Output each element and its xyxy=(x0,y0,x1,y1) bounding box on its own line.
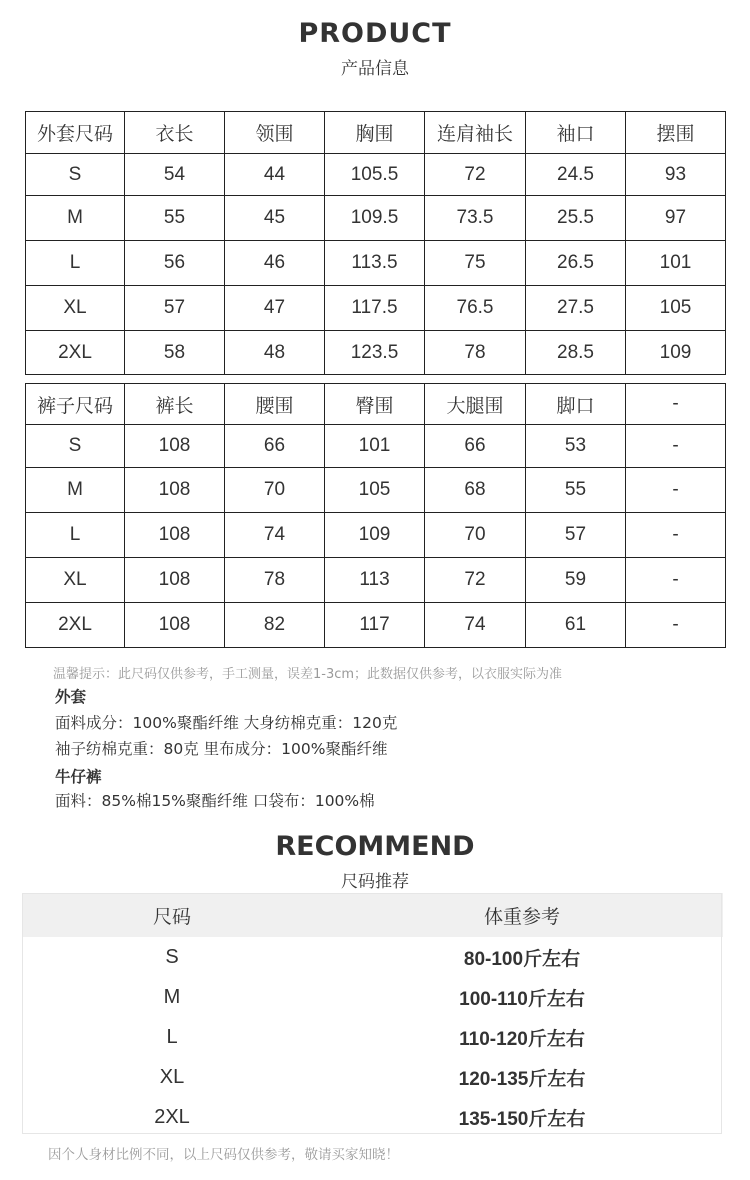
recommend-row xyxy=(23,937,723,977)
table-cell: 72 xyxy=(425,558,526,603)
size-cell: 2XL xyxy=(154,1105,190,1128)
recommend-row xyxy=(23,1017,723,1057)
table-cell: 70 xyxy=(425,513,526,558)
size-cell: M xyxy=(163,985,181,1008)
table-cell: 66 xyxy=(425,425,526,468)
table-cell: M xyxy=(26,468,125,513)
table-cell: 109 xyxy=(626,331,726,375)
table-cell: - xyxy=(626,603,726,648)
size-cell: XL xyxy=(159,1065,185,1088)
table-cell: 73.5 xyxy=(425,196,526,241)
header-cell: 脚口 xyxy=(526,384,626,425)
table-cell: 26.5 xyxy=(526,241,626,286)
product-title-en: PRODUCT xyxy=(298,18,452,49)
table-cell: 2XL xyxy=(26,331,125,375)
table-cell: 108 xyxy=(125,513,225,558)
table-cell: XL xyxy=(26,286,125,331)
table-cell: 54 xyxy=(125,154,225,196)
table-cell: 105 xyxy=(325,468,425,513)
table-cell: M xyxy=(26,196,125,241)
recommend-title-en: RECOMMEND xyxy=(275,831,475,862)
table-cell: 105.5 xyxy=(325,154,425,196)
table-cell: 28.5 xyxy=(526,331,626,375)
table-cell: 101 xyxy=(626,241,726,286)
table-header-row xyxy=(26,112,726,154)
table-cell: 101 xyxy=(325,425,425,468)
table-cell: 66 xyxy=(225,425,325,468)
table-row xyxy=(26,468,726,513)
table-cell: 108 xyxy=(125,558,225,603)
pants-heading: 牛仔裤 xyxy=(55,768,102,786)
table-cell: 57 xyxy=(125,286,225,331)
table-cell: 72 xyxy=(425,154,526,196)
table-cell: 113.5 xyxy=(325,241,425,286)
measurement-tip: 温馨提示：此尺码仅供参考，手工测量，误差1-3cm；此数据仅供参考，以衣服实际为准 xyxy=(53,667,563,682)
header-cell: 外套尺码 xyxy=(26,112,125,154)
table-row xyxy=(26,603,726,648)
table-cell: 57 xyxy=(526,513,626,558)
weight-cell: 135-150斤左右 xyxy=(458,1108,586,1130)
table-cell: 25.5 xyxy=(526,196,626,241)
table-cell: 97 xyxy=(626,196,726,241)
table-cell: 82 xyxy=(225,603,325,648)
table-row xyxy=(26,558,726,603)
table-cell: XL xyxy=(26,558,125,603)
jacket-heading: 外套 xyxy=(55,688,87,706)
table-cell: S xyxy=(26,154,125,196)
table-cell: 61 xyxy=(526,603,626,648)
jacket-sleeve-line: 袖子纺棉克重：80克 里布成分：100%聚酯纤维 xyxy=(55,740,388,758)
table-cell: 117.5 xyxy=(325,286,425,331)
header-cell: 连肩袖长 xyxy=(425,112,526,154)
table-cell: 48 xyxy=(225,331,325,375)
header-cell: 臀围 xyxy=(325,384,425,425)
header-cell: 体重参考 xyxy=(321,893,723,937)
table-row xyxy=(26,154,726,196)
table-cell: - xyxy=(626,513,726,558)
table-cell: 123.5 xyxy=(325,331,425,375)
table-row xyxy=(26,196,726,241)
table-cell: L xyxy=(26,513,125,558)
table-cell: L xyxy=(26,241,125,286)
header-cell: 袖口 xyxy=(526,112,626,154)
table-cell: 44 xyxy=(225,154,325,196)
table-cell: S xyxy=(26,425,125,468)
header-cell: 胸围 xyxy=(325,112,425,154)
table-cell: - xyxy=(626,558,726,603)
table-cell: - xyxy=(626,425,726,468)
size-cell: L xyxy=(166,1025,178,1048)
header-cell: 裤子尺码 xyxy=(26,384,125,425)
table-row xyxy=(26,241,726,286)
recommend-table xyxy=(23,893,723,1137)
table-cell: 105 xyxy=(626,286,726,331)
table-cell: 113 xyxy=(325,558,425,603)
table-cell: 93 xyxy=(626,154,726,196)
recommend-header-row xyxy=(23,893,723,937)
weight-cell: 120-135斤左右 xyxy=(458,1068,586,1090)
weight-cell: 80-100斤左右 xyxy=(463,948,581,970)
table-cell: 2XL xyxy=(26,603,125,648)
table-cell: 109 xyxy=(325,513,425,558)
header-cell: - xyxy=(626,384,726,425)
table-cell: 78 xyxy=(425,331,526,375)
table-row xyxy=(26,425,726,468)
table-cell: 109.5 xyxy=(325,196,425,241)
header-cell: 裤长 xyxy=(125,384,225,425)
table-cell: 108 xyxy=(125,468,225,513)
table-row xyxy=(26,331,726,375)
table-cell: 56 xyxy=(125,241,225,286)
table-cell: 70 xyxy=(225,468,325,513)
table-cell: 108 xyxy=(125,425,225,468)
recommend-footer: 因个人身材比例不同，以上尺码仅供参考，敬请买家知晓！ xyxy=(48,1147,399,1163)
table-cell: 27.5 xyxy=(526,286,626,331)
table-cell: 117 xyxy=(325,603,425,648)
product-title-zh: 产品信息 xyxy=(341,59,409,79)
table-cell: 47 xyxy=(225,286,325,331)
header-cell: 衣长 xyxy=(125,112,225,154)
table-cell: 45 xyxy=(225,196,325,241)
table-cell: 74 xyxy=(425,603,526,648)
table-cell: 55 xyxy=(526,468,626,513)
header-cell: 大腿围 xyxy=(425,384,526,425)
table-header-row xyxy=(26,384,726,425)
recommend-row xyxy=(23,977,723,1017)
recommend-row xyxy=(23,1057,723,1097)
weight-cell: 100-110斤左右 xyxy=(459,988,585,1010)
table-row xyxy=(26,286,726,331)
table-cell: 59 xyxy=(526,558,626,603)
table-cell: 78 xyxy=(225,558,325,603)
size-cell: S xyxy=(165,945,179,968)
recommend-title-zh: 尺码推荐 xyxy=(341,872,409,892)
header-cell: 领围 xyxy=(225,112,325,154)
table-cell: 68 xyxy=(425,468,526,513)
table-cell: 46 xyxy=(225,241,325,286)
table-cell: 76.5 xyxy=(425,286,526,331)
table-cell: 53 xyxy=(526,425,626,468)
table-cell: 55 xyxy=(125,196,225,241)
table-cell: - xyxy=(626,468,726,513)
table-cell: 58 xyxy=(125,331,225,375)
header-cell: 腰围 xyxy=(225,384,325,425)
jacket-fabric-line: 面料成分：100%聚酯纤维 大身纺棉克重：120克 xyxy=(55,714,398,732)
table-cell: 24.5 xyxy=(526,154,626,196)
weight-cell: 110-120斤左右 xyxy=(459,1028,585,1050)
table-row xyxy=(26,513,726,558)
pants-size-table xyxy=(25,383,726,648)
table-cell: 74 xyxy=(225,513,325,558)
header-cell: 尺码 xyxy=(23,893,321,937)
header-cell: 摆围 xyxy=(626,112,726,154)
table-cell: 75 xyxy=(425,241,526,286)
recommend-row xyxy=(23,1097,723,1137)
pants-fabric-line: 面料：85%棉15%聚酯纤维 口袋布：100%棉 xyxy=(55,792,375,810)
jacket-size-table xyxy=(25,111,726,375)
table-cell: 108 xyxy=(125,603,225,648)
